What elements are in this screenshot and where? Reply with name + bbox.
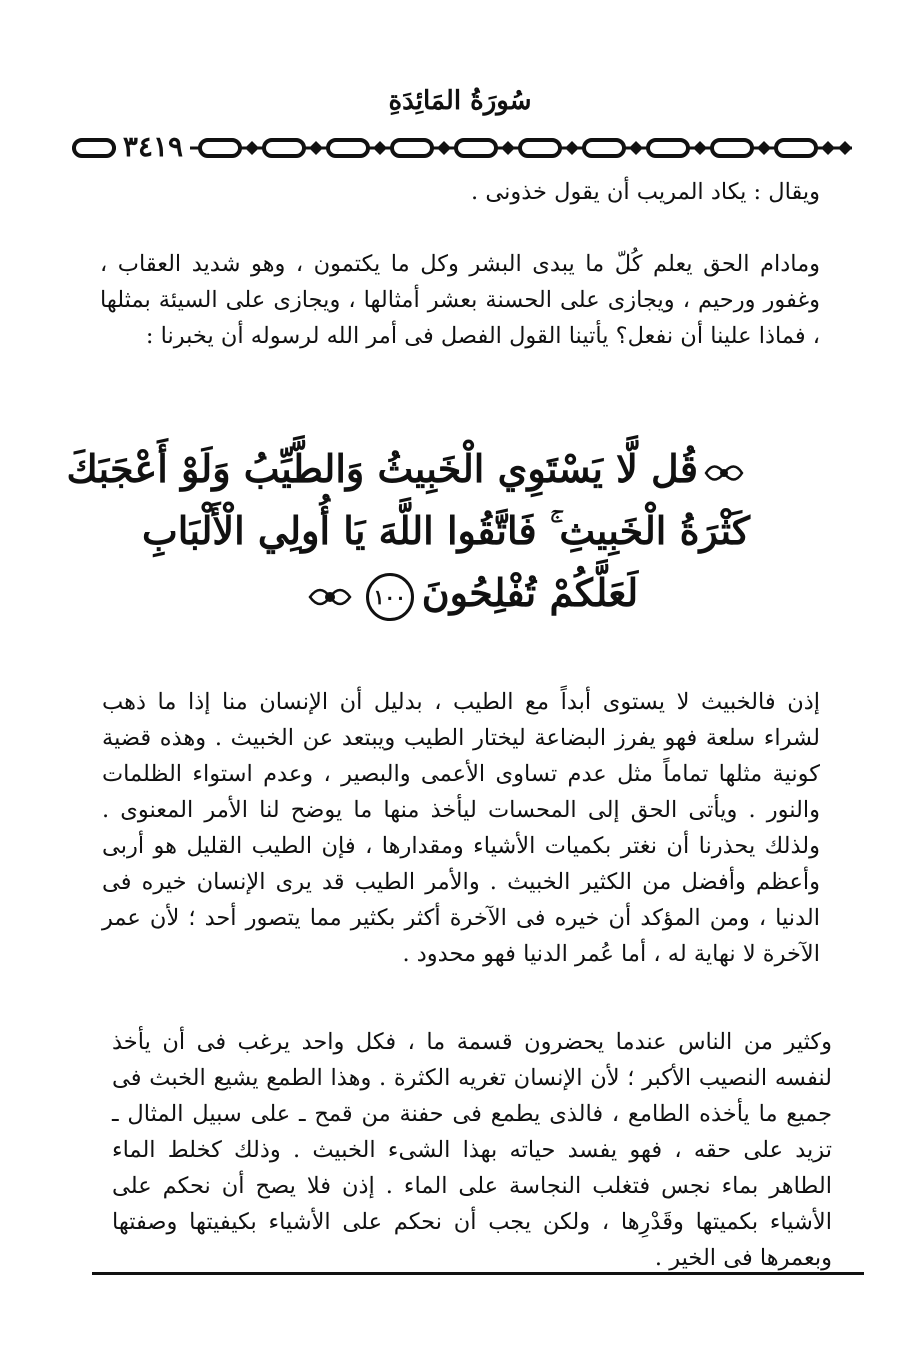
paragraph-3: إذن فالخبيث لا يستوى أبداً مع الطيب ، بدليل أن الإنسان منا إذا ما ذهب لشراء سلعة فهو يفرز البضاعة ليختار الطيب ويبتعد عن الخبيث . وهذه قضية كونية مثلها تماماً مثل عدم تساوى الأعمى والبصير ، وعدم استواء الظلمات والنور . ويأتى الحق إلى المحسات ليأخذ منها ما يوضح لنا الأمر المعنوى . ولذلك يحذرنا أن نغتر بكميات الأشياء ومقدارها ، فإن الطيب القليل هو أربى وأعظم وأفضل من الكثير الخبيث . والأمر الطيب قد يرى الإنسان خيره فى الدنيا ، ومن المؤكد أن خيره فى الآخرة أكثر بكثير مما يتصور أحد ؛ لأن عمر الآخرة لا نهاية له ، أما عُمر الدنيا فهو محدود . — [102, 689, 820, 967]
page-number: ٣٤١٩ — [116, 129, 190, 165]
paragraph-2: ومادام الحق يعلم كُلّ ما يبدى البشر وكل ما يكتمون ، وهو شديد العقاب ، وغفور ورحيم ، ويجازى على الحسنة بعشر أمثالها ، ويجازى على السيئة بمثلها ، فماذا علينا أن نفعل؟ يأتينا القول الفصل فى أمر الله لرسوله أن يخبرنا : — [100, 251, 820, 349]
quran-verse — [66, 438, 750, 624]
paragraph-4: وكثير من الناس عندما يحضرون قسمة ما ، فكل واحد يرغب فى أن يأخذ لنفسه النصيب الأكبر ؛ لأن الإنسان تغريه الكثرة . وهذا الطمع يشيع الخبث فى جميع ما يأخذه الطامع ، فالذى يطمع فى حفنة من قمح ـ على سبيل المثال ـ تزيد على حقه ، فهو يفسد حياته بهذا الشىء الخبيث . وذلك كخلط الماء الطاهر بماء نجس فتغلب النجاسة على الماء . إذن فلا يصح أن نحكم على الأشياء بكميتها وقَدْرِها ، ولكن يجب أن نحكم على الأشياء بكيفيتها وصفتها وبعمرها فى الخير . — [112, 1029, 832, 1271]
paragraph-1: ويقال : يكاد المريب أن يقول خذونى . — [471, 179, 820, 205]
verse-line-3 — [190, 562, 750, 624]
verse-line-2: كَثْرَةُ الْخَبِيثِ ۚ فَاتَّقُوا اللَّهَ يَا أُولِي الْأَلْبَابِ — [142, 508, 750, 553]
verse-end-ornament-icon — [308, 581, 352, 613]
verse-line-1-text: قُل لَّا يَسْتَوِي الْخَبِيثُ وَالطَّيِّبُ وَلَوْ أَعْجَبَكَ — [66, 446, 698, 491]
verse-line-1 — [66, 438, 750, 500]
surah-title: سُورَةُ المَائِدَةِ — [388, 86, 532, 116]
ayah-number-badge: ١٠٠ — [366, 573, 414, 621]
verse-line-3-text: لَعَلَّكُمْ تُفْلِحُونَ — [421, 570, 639, 615]
footer-divider — [92, 1272, 864, 1275]
verse-start-ornament-icon — [704, 458, 744, 488]
